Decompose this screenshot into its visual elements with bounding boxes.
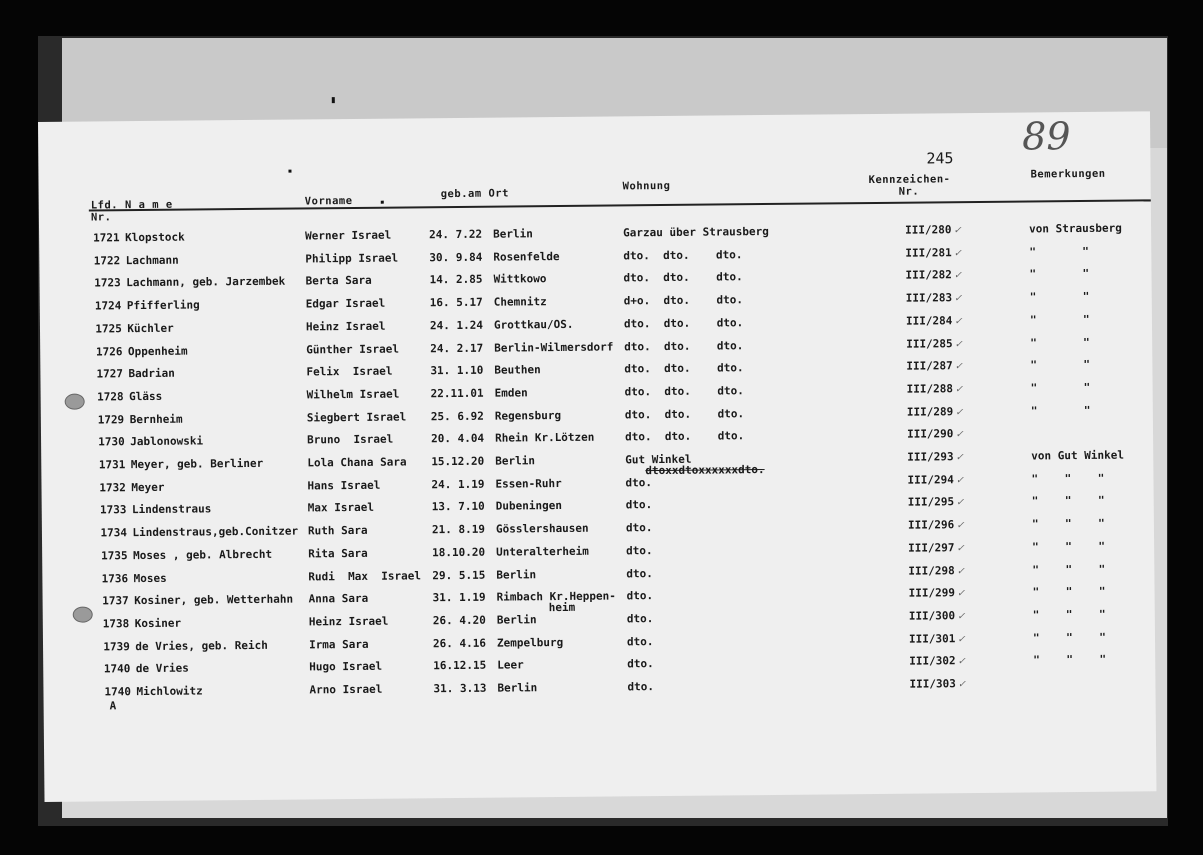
cell-geburtsdatum: 13. 7.10 [431,500,485,514]
cell-wohnung: dto. dto. dto. [624,338,744,353]
document-page [38,111,1156,802]
check-mark-icon: ✓ [955,427,963,441]
cell-geburtsort: Berlin [496,613,537,627]
speck [332,97,335,103]
check-mark-icon: ✓ [955,359,963,373]
cell-lfd-nr: 1729 [97,412,125,427]
cell-vorname: Anna Sara [308,592,369,606]
cell-name: Moses [133,571,167,585]
cell-geburtsort-cont: heim [548,601,576,615]
cell-geburtsort: Wittkowo [493,272,547,287]
cell-kennzeichen: III/282 [905,268,952,283]
cell-bemerkungen: " " " [1031,516,1105,531]
cell-kennzeichen: III/280 [905,223,952,237]
cell-name: Jablonowski [130,434,204,449]
cell-name: Moses , geb. Albrecht [132,547,273,562]
cell-vorname: Arno Israel [309,682,383,697]
cell-lfd-nr-suffix: A [109,699,117,713]
cell-vorname: Bruno Israel [307,432,394,447]
header-nr: Nr. [90,211,112,224]
check-mark-icon: ✓ [956,518,964,532]
cell-geburtsdatum: 16.12.15 [433,659,487,673]
cell-wohnung: dto. dto. dto. [623,270,743,285]
check-mark-icon: ✓ [956,472,964,486]
cell-name: Oppenheim [127,344,188,358]
cell-name: Bernheim [129,412,183,426]
cell-vorname: Rita Sara [308,546,368,561]
cell-kennzeichen: III/296 [907,518,955,532]
cell-name: Badrian [128,366,175,381]
cell-wohnung: dto. [625,475,653,490]
cell-lfd-nr: 1731 [98,458,126,472]
cell-bemerkungen: " " [1030,403,1091,418]
cell-lfd-nr: 1721 [93,231,120,245]
cell-lfd-nr: 1733 [99,503,127,517]
cell-name: Kosiner, geb. Wetterhahn [134,592,294,608]
cell-lfd-nr: 1728 [97,390,124,404]
cell-geburtsort: Zempelburg [496,635,564,650]
cell-wohnung: dto. [626,566,653,580]
cell-lfd-nr: 1726 [95,344,123,358]
cell-geburtsdatum: 31. 1.10 [430,363,484,378]
cell-kennzeichen: III/295 [907,495,955,510]
cell-vorname: Berta Sara [305,274,372,288]
cell-lfd-nr: 1740 [104,685,132,699]
cell-vorname: Werner Israel [305,228,392,243]
cell-geburtsdatum: 22.11.01 [430,386,484,401]
check-mark-icon: ✓ [954,223,961,237]
cell-lfd-nr: 1723 [94,276,121,290]
cell-geburtsdatum: 21. 8.19 [431,522,485,537]
cell-wohnung: dto. [626,612,654,626]
cell-vorname: Siegbert Israel [306,410,407,425]
cell-vorname: Heinz Israel [305,319,386,334]
cell-kennzeichen: III/294 [907,472,954,487]
cell-geburtsdatum: 31. 1.19 [432,590,486,605]
check-mark-icon: ✓ [957,563,965,577]
cell-geburtsort: Leer [497,658,524,672]
cell-geburtsdatum: 31. 3.13 [433,681,487,696]
cell-vorname: Hans Israel [307,478,381,493]
speck [381,201,384,204]
check-mark-icon: ✓ [954,313,962,328]
check-mark-icon: ✓ [954,268,962,282]
header-kennzeichen-nr: Nr. [898,185,920,198]
header-rule [89,199,1151,211]
punch-hole [73,606,93,622]
cell-wohnung: dto. [626,543,653,558]
cell-geburtsdatum: 24. 2.17 [430,341,484,355]
cell-geburtsort: Rosenfelde [493,249,560,264]
cell-kennzeichen: III/284 [905,314,953,328]
cell-kennzeichen: III/302 [909,654,956,668]
cell-name: de Vries [135,661,189,676]
cell-kennzeichen: III/285 [906,336,953,351]
check-mark-icon: ✓ [954,245,961,259]
cell-name: Michlowitz [136,684,203,699]
cell-vorname: Wilhelm Israel [306,387,400,402]
check-mark-icon: ✓ [957,609,965,623]
header-wohnung: Wohnung [622,179,671,193]
cell-wohnung-struck: dtoxxdtoxxxxxxdto. [645,463,765,478]
cell-geburtsort: Emden [494,386,528,400]
check-mark-icon: ✓ [958,654,965,668]
cell-lfd-nr: 1738 [102,617,130,631]
cell-bemerkungen: " " [1029,312,1090,327]
cell-bemerkungen: " " [1029,244,1089,259]
cell-lfd-nr: 1732 [99,480,126,495]
cell-bemerkungen: " " " [1032,607,1106,622]
cell-wohnung: dto. dto. dto. [624,384,744,399]
header-geb-am-ort: geb.am Ort [440,187,509,201]
cell-geburtsort: Rhein Kr.Lötzen [494,430,595,445]
cell-lfd-nr: 1740 [103,662,131,676]
cell-wohnung: dto. [625,498,653,512]
cell-wohnung: dto. [627,680,655,694]
cell-kennzeichen: III/283 [905,291,953,305]
cell-kennzeichen: III/289 [906,404,954,419]
cell-lfd-nr: 1735 [100,548,128,563]
cell-geburtsort: Regensburg [494,408,562,423]
speck [288,170,291,173]
cell-name: Gläss [129,389,163,404]
header-bemerkungen: Bemerkungen [1030,167,1106,181]
cell-bemerkungen: " " " [1032,630,1106,645]
cell-lfd-nr: 1722 [93,253,121,268]
check-mark-icon: ✓ [957,631,965,645]
cell-vorname: Philipp Israel [305,251,399,266]
cell-geburtsdatum: 20. 4.04 [430,432,485,446]
cell-lfd-nr: 1736 [101,571,129,585]
cell-geburtsdatum: 24. 7.22 [429,227,483,242]
cell-vorname: Edgar Israel [305,296,386,311]
cell-vorname: Lola Chana Sara [307,455,407,470]
cell-kennzeichen: III/301 [908,631,956,646]
cell-geburtsort: Berlin [497,681,538,695]
punch-hole [65,394,85,410]
cell-kennzeichen: III/293 [907,450,954,464]
cell-lfd-nr: 1725 [95,322,122,336]
cell-kennzeichen: III/297 [908,541,955,555]
cell-bemerkungen: " " " [1033,653,1107,667]
cell-vorname: Irma Sara [308,637,369,652]
cell-geburtsdatum: 24. 1.24 [429,318,484,333]
cell-geburtsdatum: 16. 5.17 [429,295,483,310]
cell-wohnung: dto. dto. dto. [624,406,745,421]
check-mark-icon: ✓ [958,677,966,691]
cell-kennzeichen: III/287 [906,359,953,373]
cell-geburtsdatum: 29. 5.15 [432,568,486,582]
cell-lfd-nr: 1730 [98,435,125,449]
header-kennzeichen: Kennzeichen- [868,173,951,187]
cell-lfd-nr: 1734 [100,526,128,540]
cell-bemerkungen: " " " [1032,584,1106,599]
cell-vorname: Felix Israel [306,364,393,379]
cell-bemerkungen: " " " [1031,494,1105,508]
cell-geburtsdatum: 18.10.20 [432,545,486,560]
cell-wohnung: dto. dto. dto. [624,361,744,376]
check-mark-icon: ✓ [955,404,963,418]
cell-vorname: Ruth Sara [307,523,368,538]
cell-name: Meyer [131,480,165,494]
cell-lfd-nr: 1727 [96,367,124,381]
cell-wohnung: Gut Winkel [625,452,692,467]
cell-geburtsort: Essen-Ruhr [495,476,562,491]
header-vorname: Vorname [304,194,353,208]
check-mark-icon: ✓ [957,540,964,554]
check-mark-icon: ✓ [956,495,964,509]
handwritten-page-number: 89 [1021,114,1071,159]
cell-name: Lachmann [125,253,179,267]
cell-wohnung: dto. [627,657,654,671]
cell-geburtsort: Chemnitz [493,295,547,309]
check-mark-icon: ✓ [956,450,963,464]
cell-geburtsort: Dubeningen [495,499,563,514]
cell-lfd-nr: 1737 [102,594,129,608]
check-mark-icon: ✓ [955,382,963,396]
cell-geburtsdatum: 26. 4.16 [432,636,487,650]
cell-geburtsort: Gösslershausen [495,521,589,536]
cell-geburtsdatum: 15.12.20 [431,454,485,469]
cell-name: Pfifferling [126,298,200,313]
check-mark-icon: ✓ [955,336,962,350]
cell-bemerkungen: " " [1030,380,1091,395]
cell-geburtsdatum: 26. 4.20 [432,613,486,628]
cell-geburtsort: Grottkau/OS. [493,317,574,332]
cell-kennzeichen: III/290 [906,427,954,441]
cell-kennzeichen: III/299 [908,586,955,600]
cell-bemerkungen: " " [1029,267,1090,281]
cell-geburtsort: Beuthen [494,363,541,377]
cell-kennzeichen: III/298 [908,563,955,578]
cell-lfd-nr: 1739 [103,639,130,653]
cell-wohnung: dto. dto. dto. [624,429,745,444]
cell-vorname: Hugo Israel [309,660,383,674]
cell-kennzeichen: III/288 [906,382,954,396]
cell-name: Meyer, geb. Berliner [130,456,264,472]
cell-bemerkungen: von Gut Winkel [1031,448,1125,463]
cell-geburtsort: Berlin [493,227,533,241]
cell-bemerkungen: " " [1030,335,1090,349]
check-mark-icon: ✓ [957,586,965,600]
header-lfd-name: Lfd. N a m e [90,198,173,212]
cell-wohnung: dto. [625,521,653,535]
cell-bemerkungen: von Strausberg [1029,221,1122,236]
cell-bemerkungen: " " " [1032,562,1106,576]
cell-name: Lindenstraus,geb.Conitzer [132,524,299,540]
cell-bemerkungen: " " " [1031,471,1105,486]
cell-geburtsdatum: 14. 2.85 [429,273,483,287]
cell-wohnung: Garzau über Strausberg [623,224,769,240]
cell-name: Kosiner [134,616,182,630]
cell-geburtsort: Berlin-Wilmersdorf [494,339,614,355]
cell-geburtsort: Berlin [496,567,537,582]
cell-kennzeichen: III/300 [908,609,956,623]
cell-kennzeichen: III/281 [905,245,952,260]
cell-bemerkungen: " " [1029,290,1090,304]
cell-name: Küchler [127,321,174,335]
cell-wohnung: dto. [626,589,654,603]
cell-name: Klopstock [125,230,185,245]
cell-lfd-nr: 1724 [94,299,122,313]
cell-kennzeichen: III/303 [909,677,956,691]
cell-geburtsdatum: 25. 6.92 [430,409,484,423]
cell-vorname: Heinz Israel [308,614,389,629]
cell-geburtsort: Berlin [495,454,536,468]
cell-wohnung: d+o. dto. dto. [623,293,744,308]
cell-vorname: Rudi Max Israel [308,568,422,583]
cell-name: Lindenstraus [131,502,212,517]
cell-geburtsort: Unteralterheim [496,544,589,559]
cell-name: Lachmann, geb. Jarzembek [126,275,286,290]
cell-wohnung: dto. [626,634,654,648]
cell-geburtsort: Rimbach Kr.Heppen- [496,589,616,604]
cell-wohnung: dto. dto. dto. [623,316,744,331]
cell-vorname: Günther Israel [306,342,399,356]
cell-bemerkungen: " " [1030,358,1091,372]
cell-vorname: Max Israel [307,501,375,515]
cell-name: de Vries, geb. Reich [135,638,268,653]
check-mark-icon: ✓ [954,291,962,305]
page-number: 245 [926,149,954,168]
cell-bemerkungen: " " " [1032,539,1106,554]
cell-wohnung: dto. dto. dto. [623,247,743,263]
cell-geburtsdatum: 30. 9.84 [429,250,483,264]
cell-geburtsdatum: 24. 1.19 [431,477,485,491]
